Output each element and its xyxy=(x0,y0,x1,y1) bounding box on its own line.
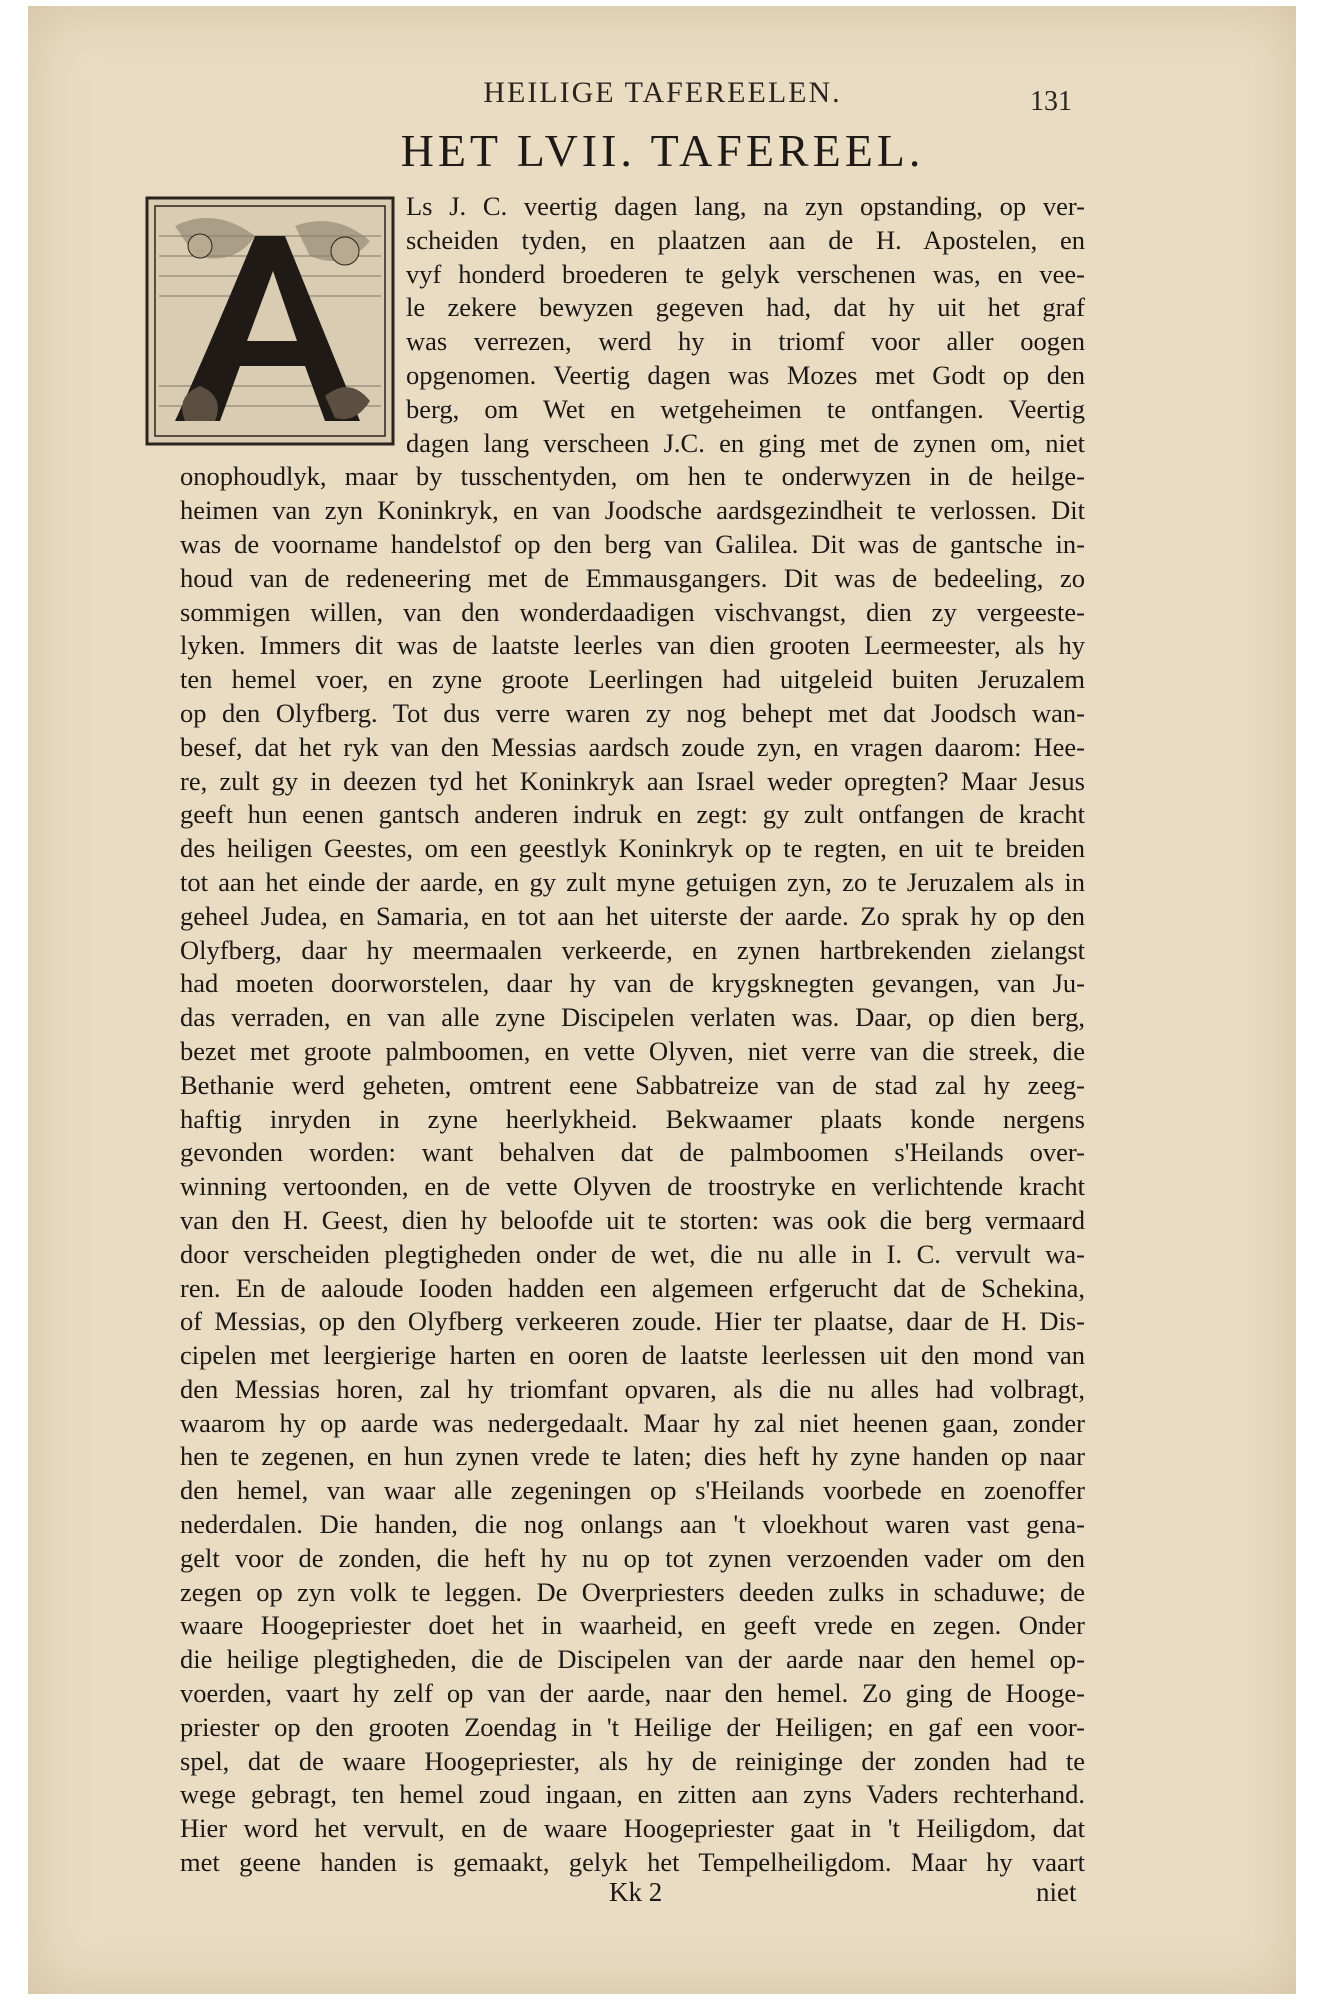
text-line: geeft hun eenen gantsch anderen indruk en zegt: gy zult ontfangen de kracht xyxy=(180,799,1085,830)
text-line: tot aan het einde der aarde, en gy zult myne getuigen zyn, zo te Jeruzalem als in xyxy=(180,866,1085,897)
running-head: HEILIGE TAFEREELEN. xyxy=(483,76,842,109)
text-line: gelt voor de zonden, die heft hy nu op tot zynen verzoenden vader om den xyxy=(180,1542,1085,1573)
text-line: das verraden, en van alle zyne Discipelen verlaten was. Daar, op dien berg, xyxy=(180,1002,1085,1033)
text-line: cipelen met leergierige harten en ooren de laatste leerlessen uit den mond van xyxy=(180,1340,1085,1371)
text-line: door verscheiden plegtigheden onder de wet, die nu alle in I. C. vervult wa- xyxy=(180,1238,1085,1269)
text-line: den Messias horen, zal hy triomfant opvaren, als die nu alles had volbragt, xyxy=(180,1373,1085,1404)
text-line: opgenomen. Veertig dagen was Mozes met Godt op den xyxy=(406,359,1085,390)
text-line: op den Olyfberg. Tot dus verre waren zy nog behept met dat Joodsch wan- xyxy=(180,697,1085,728)
text-line: met geene handen is gemaakt, gelyk het Tempelheiligdom. Maar hy vaart xyxy=(180,1847,1085,1878)
text-line: berg, om Wet en wetgeheimen te ontfangen. Veertig xyxy=(406,393,1085,424)
text-line: waare Hoogepriester doet het in waarheid, en geeft vrede en zegen. Onder xyxy=(180,1610,1085,1641)
text-line: ten hemel voer, en zyne groote Leerlingen had uitgeleid buiten Jeruzalem xyxy=(180,664,1085,695)
text-line: nederdalen. Die handen, die nog onlangs aan 't vloekhout waren vast gena- xyxy=(180,1509,1085,1540)
text-line: voerden, vaart hy zelf op van der aarde, naar den hemel. Zo ging de Hooge- xyxy=(180,1678,1085,1709)
text-line: houd van de redeneering met de Emmausgangers. Dit was de bedeeling, zo xyxy=(180,562,1085,593)
text-line: scheiden tyden, en plaatzen aan de H. Apostelen, en xyxy=(406,224,1085,255)
catchword: niet xyxy=(1036,1877,1077,1907)
text-line: was verrezen, werd hy in triomf voor aller oogen xyxy=(406,326,1085,357)
text-line: Olyfberg, daar hy meermaalen verkeerde, en zynen hartbrekenden zielangst xyxy=(180,934,1085,965)
text-line: lyken. Immers dit was de laatste leerles van dien grooten Leermeester, als hy xyxy=(180,630,1085,661)
text-line: die heilige plegtigheden, die de Discipelen van der aarde naar den hemel op- xyxy=(180,1644,1085,1675)
text-line: was de voorname handelstof op den berg van Galilea. Dit was de gantsche in- xyxy=(180,528,1085,559)
chapter-title: HET LVII. TAFEREEL. xyxy=(400,125,925,176)
text-line: onophoudlyk, maar by tusschentyden, om hen te onderwyzen in de heilge- xyxy=(180,461,1085,492)
text-line: le zekere bewyzen gegeven had, dat hy uit het graf xyxy=(406,292,1085,323)
text-line: zegen op zyn volk te leggen. De Overpriesters deeden zulks in schaduwe; de xyxy=(180,1576,1085,1607)
text-line: haftig inryden in zyne heerlykheid. Bekwaamer plaats konde nergens xyxy=(180,1103,1085,1134)
text-line: spel, dat de waare Hoogepriester, als hy de reiniginge der zonden had te xyxy=(180,1745,1085,1776)
text-line: sommigen willen, van den wonderdaadigen vischvangst, dien zy vergeeste- xyxy=(180,596,1085,627)
text-line: of Messias, op den Olyfberg verkeeren zoude. Hier ter plaatse, daar de H. Dis- xyxy=(180,1306,1085,1337)
text-line: besef, dat het ryk van den Messias aardsch zoude zyn, en vragen daarom: Hee- xyxy=(180,731,1085,762)
text-line: had moeten doorworstelen, daar hy van de krygsknegten gevangen, van Ju- xyxy=(180,968,1085,999)
text-line: Hier word het vervult, en de waare Hoogepriester gaat in 't Heiligdom, dat xyxy=(180,1813,1085,1844)
text-line: gevonden worden: want behalven dat de palmboomen s'Heilands over- xyxy=(180,1137,1085,1168)
body-text xyxy=(180,190,1085,1880)
text-line: wege gebragt, ten hemel zoud ingaan, en zitten aan zyns Vaders rechterhand. xyxy=(180,1779,1085,1810)
text-line: winning vertoonden, en de vette Olyven de troostryke en verlichtende kracht xyxy=(180,1171,1085,1202)
text-line: heimen van zyn Koninkryk, en van Joodsche aardsgezindheit te verlossen. Dit xyxy=(180,495,1085,526)
text-line: re, zult gy in deezen tyd het Koninkryk aan Israel weder opregten? Maar Jesus xyxy=(180,765,1085,796)
text-line: van den H. Geest, dien hy beloofde uit te storten: was ook die berg vermaard xyxy=(180,1204,1085,1235)
text-line: bezet met groote palmboomen, en vette Olyven, niet verre van die streek, die xyxy=(180,1035,1085,1066)
signature-mark: Kk 2 xyxy=(609,1877,663,1907)
text-line: den hemel, van waar alle zegeningen op s'Heilands voorbede en zoenoffer xyxy=(180,1475,1085,1506)
text-line: priester op den grooten Zoendag in 't Heilige der Heiligen; en gaf een voor- xyxy=(180,1711,1085,1742)
text-line: ren. En de aaloude Iooden hadden een algemeen erfgerucht dat de Schekina, xyxy=(180,1272,1085,1303)
text-line: Ls J. C. veertig dagen lang, na zyn opstanding, op ver- xyxy=(406,191,1085,221)
text-line: hen te zegenen, en hun zynen vrede te laten; dies heft hy zyne handen op naar xyxy=(180,1441,1085,1472)
text-line: waarom hy op aarde was nedergedaalt. Maar hy zal niet heenen gaan, zonder xyxy=(180,1407,1085,1438)
text-line: des heiligen Geestes, om een geestlyk Koninkryk op te regten, en uit te breiden xyxy=(180,833,1085,864)
page-number: 131 xyxy=(1030,86,1072,117)
text-line: geheel Judea, en Samaria, en tot aan het uiterste der aarde. Zo sprak hy op den xyxy=(180,900,1085,931)
text-line: vyf honderd broederen te gelyk verschenen was, en vee- xyxy=(406,258,1085,289)
text-line: Bethanie werd geheten, omtrent eene Sabbatreize van de stad zal hy zeeg- xyxy=(180,1069,1085,1100)
text-line: dagen lang verscheen J.C. en ging met de zynen om, niet xyxy=(406,427,1085,458)
